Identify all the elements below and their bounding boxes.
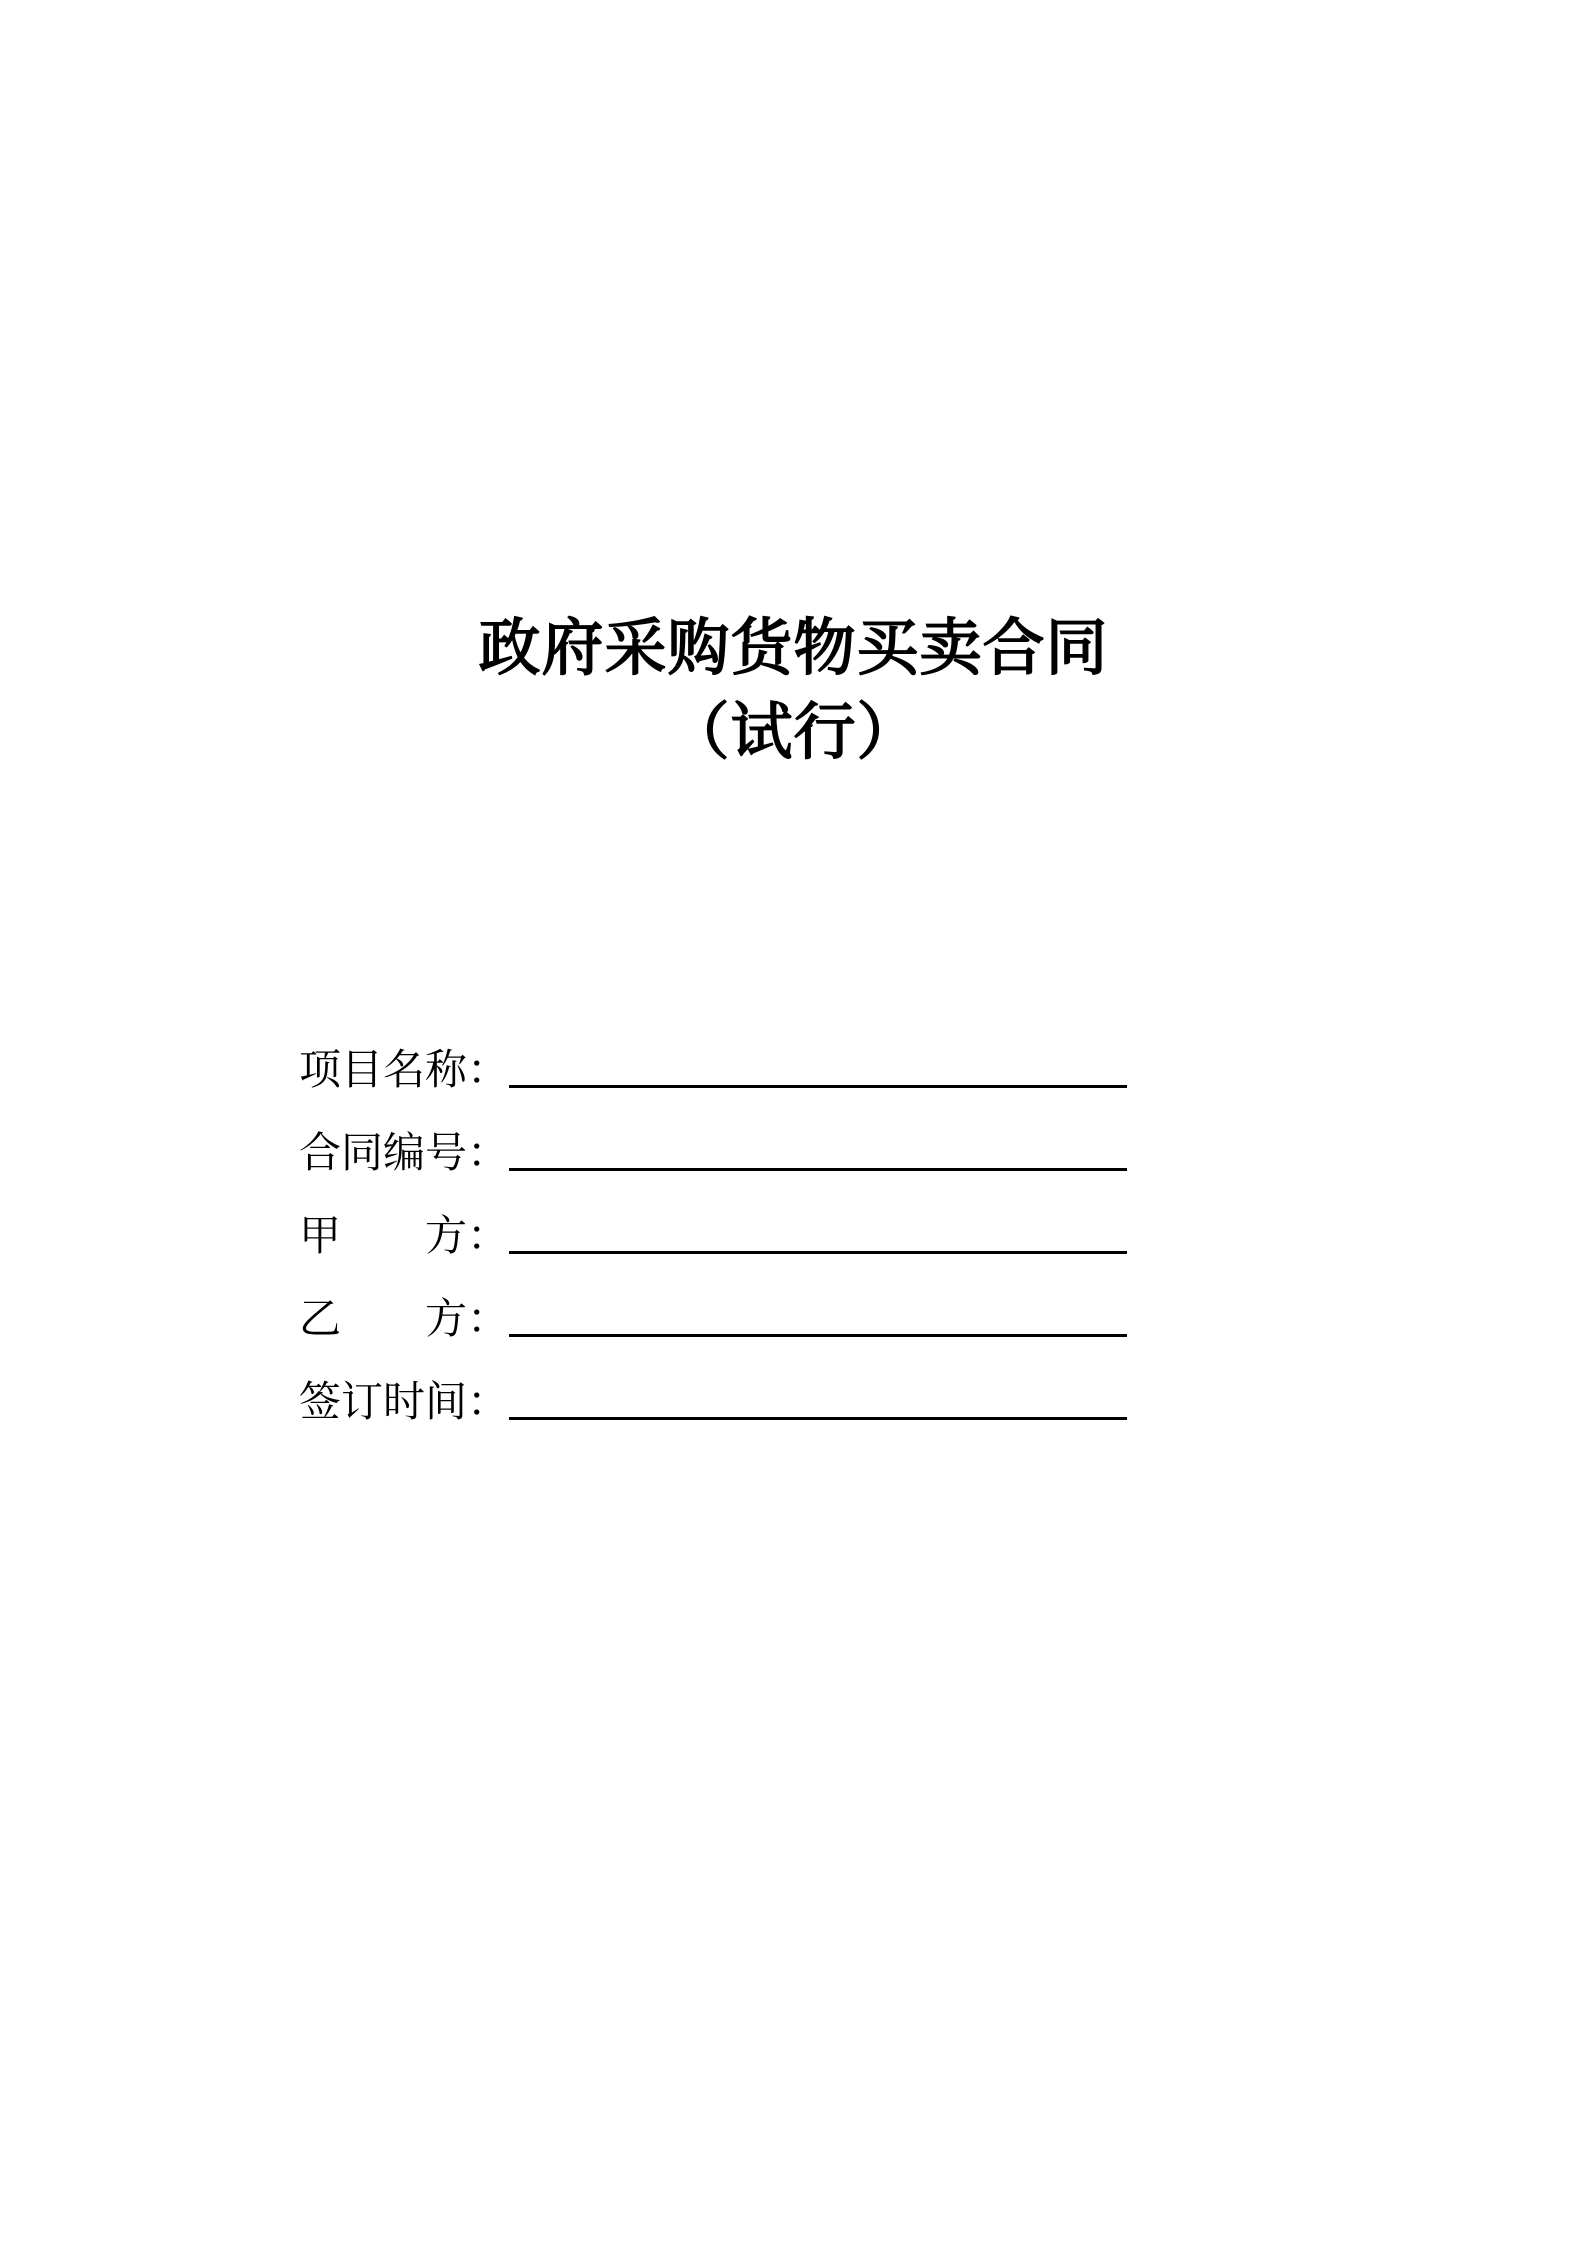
document-title <box>0 607 1587 775</box>
party-b-blank-line[interactable] <box>509 1334 1127 1337</box>
field-row-signing-date <box>299 1362 1127 1445</box>
document-title-line1: 政府采购货物买卖合同 <box>478 615 1109 683</box>
party-b-label: 乙 方： <box>299 1297 510 1343</box>
party-a-label: 甲 方： <box>299 1214 510 1260</box>
field-row-party-b <box>299 1279 1127 1362</box>
contract-number-blank-line[interactable] <box>509 1168 1127 1171</box>
project-name-blank-line[interactable] <box>509 1085 1127 1088</box>
field-row-project-name <box>299 1030 1127 1113</box>
field-row-contract-number <box>299 1113 1127 1196</box>
field-row-party-a <box>299 1196 1127 1279</box>
party-a-blank-line[interactable] <box>509 1251 1127 1254</box>
cover-fields <box>299 1030 1127 1445</box>
contract-number-label: 合同编号： <box>299 1131 510 1177</box>
signing-date-label: 签订时间： <box>299 1380 510 1426</box>
signing-date-blank-line[interactable] <box>509 1417 1127 1420</box>
project-name-label: 项目名称： <box>299 1048 510 1094</box>
document-title-line2: （试行） <box>667 699 920 767</box>
